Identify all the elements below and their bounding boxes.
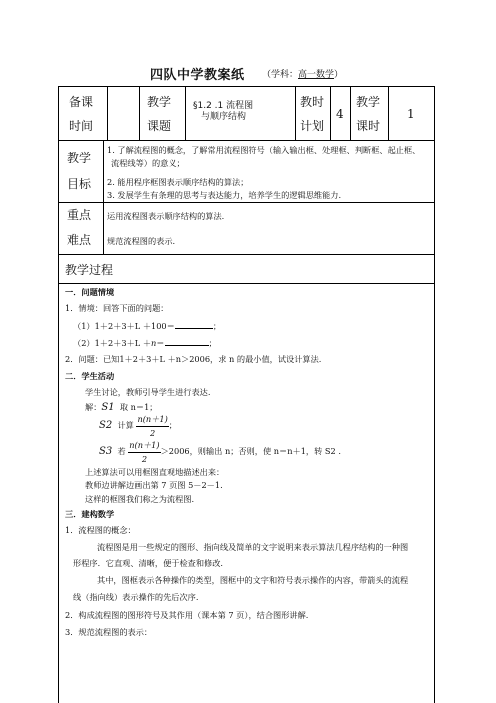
question-1: 1．情境：回答下面的问题： bbox=[65, 303, 169, 313]
key-label: 重点 bbox=[67, 208, 92, 222]
solution-step-3: S3 若 $\frac{n(n+1)}{2}$ ＞2006，则输出 n；否则，使 n＝n＋1，转 S2 . bbox=[99, 440, 341, 464]
subject-prefix: （学科： bbox=[262, 70, 299, 80]
concept-paragraph: 其中，图框表示各种操作的类型，图框中的文字和符号表示操作的内容，带箭头的流程 bbox=[97, 575, 409, 585]
col-divider bbox=[295, 87, 296, 140]
key-point-text: 运用流程图表示顺序结构的算法. bbox=[107, 211, 225, 221]
activity-text: 这样的框图我们称之为流程图. bbox=[85, 494, 195, 504]
row-divider bbox=[59, 254, 434, 255]
subject-label bbox=[262, 67, 343, 80]
prep-time-label: 备课 bbox=[69, 95, 94, 109]
concept-3: 3．规范流程图的表示： bbox=[65, 627, 153, 637]
objectives-label-2: 目标 bbox=[67, 177, 92, 191]
topic-label: 教学 bbox=[147, 95, 172, 109]
concept-paragraph: 流程图是用一些规定的图形、指向线及简单的文字说明来表示算法几程序结构的一种图 bbox=[97, 542, 409, 552]
subject-value: 高一数学 bbox=[298, 70, 335, 80]
concept-paragraph: 形程序．它直观、清晰，便于检查和修改. bbox=[73, 558, 223, 568]
solution-step-2: S2 计算 $\frac{n(n+1)}{2}$ ； bbox=[99, 414, 177, 438]
solution-step-1: 解：S1 取 n＝1； bbox=[85, 402, 158, 413]
col-divider bbox=[388, 87, 389, 140]
page-title: 四队中学教案纸 bbox=[150, 68, 245, 83]
concept-paragraph: 线（指向线）表示操作的先后次序. bbox=[73, 592, 199, 602]
subject-suffix: ） bbox=[334, 70, 344, 80]
plan-label-2: 计划 bbox=[300, 119, 325, 133]
col-divider bbox=[103, 140, 104, 254]
row-divider bbox=[59, 202, 434, 203]
col-divider bbox=[139, 87, 140, 140]
section-3-heading: 三．建构数学 bbox=[65, 509, 115, 519]
lesson-label: 教学 bbox=[356, 95, 381, 109]
concept-1-heading: 1．流程图的概念： bbox=[65, 525, 136, 535]
lesson-label-2: 课时 bbox=[356, 119, 381, 133]
col-divider bbox=[330, 87, 331, 140]
col-divider bbox=[107, 87, 108, 140]
objective-item-3: 3. 发展学生有条理的思考与表达能力，培养学生的逻辑思维能力. bbox=[107, 190, 342, 200]
objective-item-1-cont: 流程线等）的意义； bbox=[111, 158, 185, 168]
lesson-plan-table bbox=[58, 86, 435, 703]
process-heading: 教学过程 bbox=[65, 263, 114, 277]
objective-item-2: 2. 能用程序框图表示顺序结构的算法； bbox=[107, 177, 249, 187]
topic-value: §1.2 .1 流程图 bbox=[193, 101, 254, 111]
topic-label-2: 课题 bbox=[147, 119, 172, 133]
plan-value: 4 bbox=[336, 107, 344, 121]
difficulty-text: 规范流程图的表示. bbox=[107, 236, 176, 246]
activity-text: 上述算法可以用框图直观地描述出来： bbox=[85, 467, 225, 477]
answer-blank bbox=[175, 319, 213, 329]
objective-item-1: 1. 了解流程图的概念，了解常用流程图符号（输入输出框、处理框、判断框、起止框、 bbox=[107, 145, 421, 155]
col-divider bbox=[350, 87, 351, 140]
lesson-value: 1 bbox=[407, 107, 415, 121]
section-1-heading: 一．问题情境 bbox=[65, 287, 115, 297]
concept-2: 2．构成流程图的图形符号及其作用（课本第 7 页），结合图形讲解. bbox=[65, 610, 309, 620]
answer-blank bbox=[165, 336, 209, 346]
header bbox=[0, 64, 496, 82]
objectives-label: 教学 bbox=[67, 151, 92, 165]
prep-time-label-2: 时间 bbox=[69, 119, 94, 133]
activity-text: 学生讨论，教师引导学生进行表达. bbox=[85, 387, 211, 397]
activity-text: 教师边讲解边画出第 7 页图 5－2－1. bbox=[85, 480, 223, 490]
question-2: 2．问题：已知1＋2＋3＋L ＋n＞2006，求 n 的最小值，试设计算法. bbox=[65, 354, 322, 364]
difficulty-label: 难点 bbox=[67, 233, 92, 247]
plan-label: 教时 bbox=[300, 95, 325, 109]
question-1b: （2）1＋2＋3＋L ＋n＝ ； bbox=[73, 338, 217, 348]
col-divider bbox=[185, 87, 186, 140]
section-2-heading: 二．学生活动 bbox=[65, 371, 115, 381]
topic-value-2: 与顺序结构 bbox=[201, 112, 247, 122]
row-divider bbox=[59, 140, 434, 141]
row-divider bbox=[59, 283, 434, 284]
question-1a: （1）1＋2＋3＋L ＋100＝ ； bbox=[73, 321, 222, 331]
